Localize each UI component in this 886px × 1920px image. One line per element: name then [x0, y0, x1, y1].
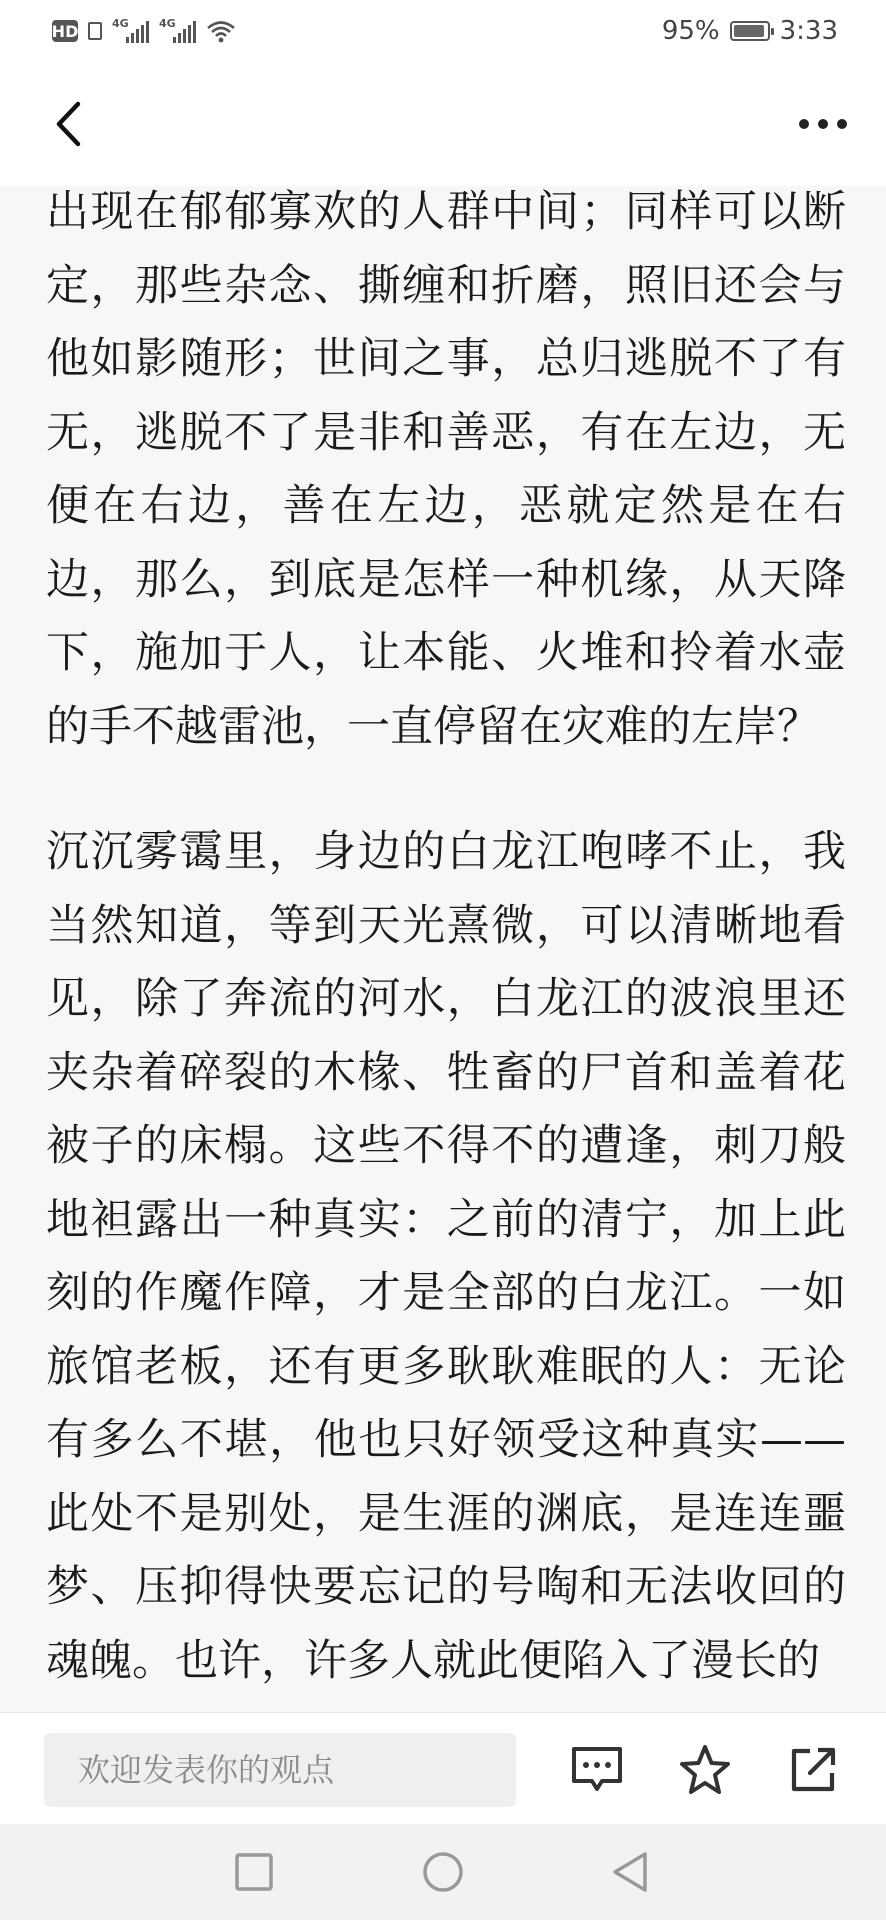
star-icon	[678, 1744, 732, 1796]
battery-percent: 95%	[661, 16, 720, 46]
article-paragraph: 出现在郁郁寡欢的人群中间；同样可以断定，那些杂念、撕缠和折磨，照旧还会与他如影随形；世间之事，总归逃脱不了有无，逃脱不了是非和善恶，有在左边，无便在右边，善在左边，恶就定然是在右边，那么，到底是怎样一种机缘，从天降下，施加于人，让本能、火堆和拎着水壶的手不越雷池，一直停留在灾难的左岸？	[46, 187, 846, 752]
back-button[interactable]	[38, 92, 98, 156]
comment-input[interactable]	[44, 1733, 516, 1807]
clock: 3:33	[779, 16, 838, 46]
favorite-button[interactable]	[672, 1737, 738, 1803]
comment-icon	[570, 1745, 624, 1795]
comment-bar	[0, 1712, 886, 1825]
back-triangle-icon	[609, 1850, 651, 1894]
signal-icon-sim2	[159, 19, 196, 43]
network-type-label: 4G	[112, 17, 129, 30]
network-type-label: 4G	[159, 17, 176, 30]
wifi-icon	[206, 19, 236, 43]
share-button[interactable]	[780, 1737, 846, 1803]
sim-icon	[88, 22, 102, 40]
more-options-button[interactable]	[788, 92, 858, 156]
home-icon	[421, 1850, 465, 1894]
more-horizontal-icon	[799, 119, 809, 129]
article-body[interactable]	[0, 186, 886, 1712]
hd-voice-icon: HD	[51, 21, 79, 41]
article-paragraph: 沉沉雾霭里，身边的白龙江咆哮不止，我当然知道，等到天光熹微，可以清晰地看见，除了奔流的河水，白龙江的波浪里还夹杂着碎裂的木椽、牲畜的尸首和盖着花被子的床榻。这些不得不的遭逢，刺刀般地袒露出一种真实：之前的清宁，加上此刻的作魔作障，才是全部的白龙江。一如旅馆老板，还有更多耿耿难眠的人：无论有多么不堪，他也只好领受这种真实——此处不是别处，是生涯的渊底，是连连噩梦、压抑得快要忘记的号啕和无法收回的魂魄。也许，许多人就此便陷入了漫长的	[46, 827, 846, 1686]
signal-icon-sim1	[112, 19, 149, 43]
recent-apps-icon	[234, 1852, 274, 1892]
status-indicators	[52, 14, 236, 48]
chevron-left-icon	[51, 99, 85, 149]
comment-button[interactable]	[564, 1737, 630, 1803]
status-right	[662, 14, 838, 48]
system-back-button[interactable]	[604, 1846, 656, 1898]
status-bar	[0, 0, 886, 62]
top-nav-bar	[0, 62, 886, 187]
battery-icon	[730, 21, 770, 41]
home-button[interactable]	[417, 1846, 469, 1898]
system-navigation-bar	[0, 1824, 886, 1920]
share-icon	[788, 1745, 838, 1795]
recent-apps-button[interactable]	[228, 1846, 280, 1898]
